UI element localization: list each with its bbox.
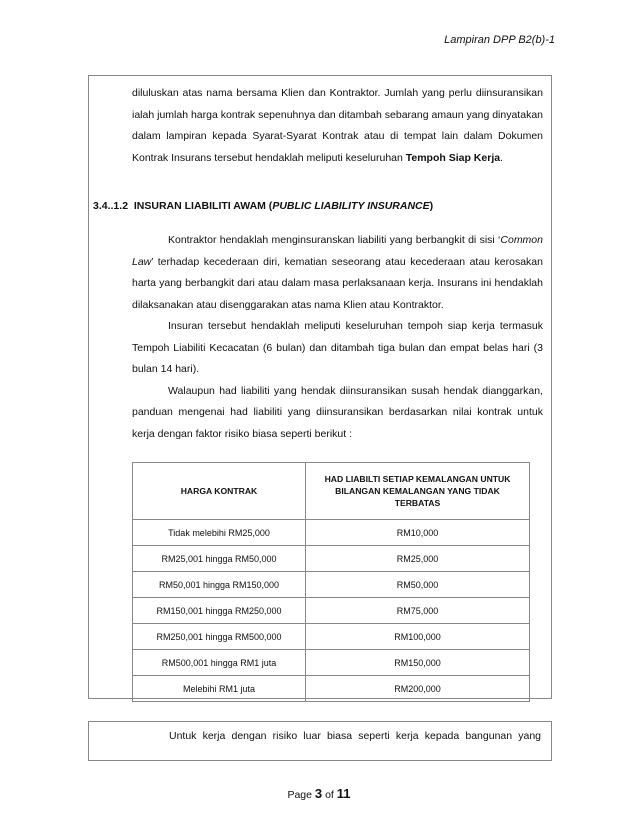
- paragraph-1-a: Kontraktor hendaklah menginsuranskan liabiliti yang berbangkit di sisi ‘: [168, 234, 501, 246]
- intro-bold-term: Tempoh Siap Kerja: [405, 151, 501, 164]
- contract-price-cell: RM250,001 hingga RM500,000: [133, 624, 306, 650]
- section-title-end: ): [429, 200, 434, 212]
- next-section-box: [88, 721, 552, 761]
- contract-price-cell: Tidak melebihi RM25,000: [133, 520, 306, 546]
- paragraph-3: Walaupun had liabiliti yang hendak diinsuransikan susah hendak dianggarkan, panduan mengenai had liabiliti yang diinsuransikan berdasarkan nilai kontrak untuk kerja dengan faktor risiko biasa seperti berikut :: [132, 384, 543, 440]
- next-section-text: Untuk kerja dengan risiko luar biasa seperti kerja kepada bangunan yang: [169, 730, 541, 742]
- liability-limit-cell: RM10,000: [306, 520, 530, 546]
- body-paragraphs: [132, 230, 543, 445]
- liability-table: [132, 462, 530, 702]
- liability-limit-cell: RM100,000: [306, 624, 530, 650]
- section-heading: [93, 200, 433, 212]
- table-row: [133, 520, 530, 546]
- liability-limit-cell: RM75,000: [306, 598, 530, 624]
- table-header-row: [133, 463, 530, 520]
- liability-limit-cell: RM150,000: [306, 650, 530, 676]
- liability-limit-cell: RM50,000: [306, 572, 530, 598]
- paragraph-1-italic: Common Law: [132, 234, 543, 268]
- intro-end: .: [500, 151, 503, 164]
- page-label: Page: [287, 789, 312, 801]
- current-page: 3: [314, 786, 323, 801]
- page-footer: [0, 786, 638, 801]
- table-row: [133, 650, 530, 676]
- table-row: [133, 546, 530, 572]
- section-title-italic: PUBLIC LIABILITY INSURANCE: [272, 200, 430, 212]
- table-row: [133, 598, 530, 624]
- section-title: INSURAN LIABILITI AWAM (: [133, 200, 273, 212]
- contract-price-cell: RM25,001 hingga RM50,000: [133, 546, 306, 572]
- table-row: [133, 572, 530, 598]
- document-reference: Lampiran DPP B2(b)-1: [444, 34, 555, 46]
- contract-price-cell: RM150,001 hingga RM250,000: [133, 598, 306, 624]
- total-pages: 11: [336, 786, 351, 801]
- paragraph-1: [132, 230, 543, 316]
- liability-limit-cell: RM25,000: [306, 546, 530, 572]
- liability-limit-cell: RM200,000: [306, 676, 530, 702]
- paragraph-2: Insuran tersebut hendaklah meliputi keseluruhan tempoh siap kerja termasuk Tempoh Liabiliti Kecacatan (6 bulan) dan ditambah tiga bulan dan empat belas hari (3 bulan 14 hari).: [132, 320, 543, 375]
- contract-price-cell: RM500,001 hingga RM1 juta: [133, 650, 306, 676]
- contract-price-cell: RM50,001 hingga RM150,000: [133, 572, 306, 598]
- intro-paragraph: [132, 83, 543, 169]
- table-row: [133, 624, 530, 650]
- table-row: [133, 676, 530, 702]
- page-of-label: of: [325, 789, 334, 801]
- paragraph-1-b: ’ terhadap kecederaan diri, kematian seseorang atau kecederaan atau kerosakan harta yang berbangkit dari atau dalam masa perlaksanaan kerja. Insurans ini hendaklah dilaksanakan atau disenggarakan atas nama Klien atau Kontraktor.: [132, 255, 543, 311]
- contract-price-cell: Melebihi RM1 juta: [133, 676, 306, 702]
- column-header-contract-price: HARGA KONTRAK: [133, 463, 306, 520]
- section-number: 3.4..1.2: [93, 200, 129, 212]
- intro-text: diluluskan atas nama bersama Klien dan Kontraktor. Jumlah yang perlu diinsuransikan ialah jumlah harga kontrak sepenuhnya dan ditambah sebarang amaun yang dinyatakan dalam lampiran kepada Syarat-Syarat Kontrak atau di tempat lain dalam Dokumen Kontrak Insurans tersebut hendaklah meliputi keseluruhan: [132, 87, 543, 164]
- column-header-liability-limit: HAD LIABILTI SETIAP KEMALANGAN UNTUK BILANGAN KEMALANGAN YANG TIDAK TERBATAS: [306, 463, 530, 520]
